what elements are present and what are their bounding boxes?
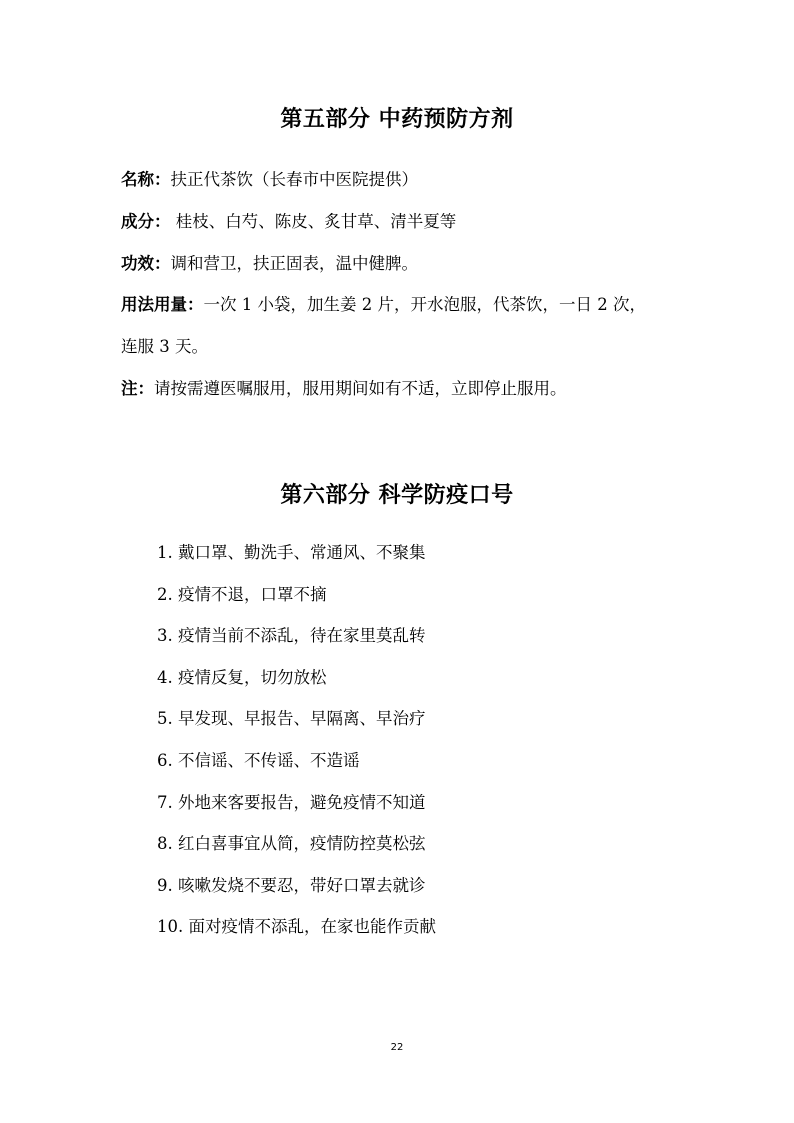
usage-line: [121, 293, 646, 317]
name-label: 名称：: [121, 170, 171, 189]
slogan-item: 8. 红白喜事宜从简，疫情防控莫松弦: [157, 834, 426, 854]
ingredients-value: 桂枝、白芍、陈皮、炙甘草、清半夏等: [170, 212, 457, 231]
section-five-title: 第五部分 中药预防方剂: [280, 107, 514, 132]
ingredients-label: 成分：: [121, 212, 171, 231]
slogan-item: 5. 早发现、早报告、早隔离、早治疗: [157, 709, 426, 729]
page-number: 22: [390, 1042, 404, 1053]
efficacy-value: 调和营卫，扶正固表，温中健脾。: [170, 254, 418, 273]
slogan-item: 2. 疫情不退，口罩不摘: [157, 584, 327, 604]
usage-value: 一次 1 小袋，加生姜 2 片，开水泡服，代茶饮，一日 2 次，: [203, 295, 646, 314]
efficacy-label: 功效：: [121, 254, 171, 273]
usage-label: 用法用量：: [121, 295, 204, 314]
slogan-item: 4. 疫情反复，切勿放松: [157, 667, 327, 687]
note-value: 请按需遵医嘱服用，服用期间如有不适，立即停止服用。: [154, 379, 567, 398]
slogan-item: 7. 外地来客要报告，避免疫情不知道: [157, 792, 426, 812]
name-line: [121, 168, 418, 192]
note-label: 注：: [121, 379, 154, 398]
slogan-item: 1. 戴口罩、勤洗手、常通风、不聚集: [157, 543, 426, 562]
usage-continued-line: [121, 335, 208, 359]
slogan-item: 6. 不信谣、不传谣、不造谣: [157, 750, 360, 770]
efficacy-line: [121, 252, 418, 276]
usage-continued-value: 连服 3 天。: [121, 337, 208, 356]
slogan-item: 10. 面对疫情不添乱，在家也能作贡献: [157, 917, 436, 937]
name-value: 扶正代茶饮（长春市中医院提供）: [170, 170, 418, 189]
slogan-item: 3. 疫情当前不添乱，待在家里莫乱转: [157, 626, 426, 646]
slogan-list: [157, 541, 436, 957]
ingredients-line: [121, 210, 456, 234]
section-six-title: 第六部分 科学防疫口号: [280, 483, 514, 508]
note-line: [121, 377, 567, 401]
slogan-item: 9. 咳嗽发烧不要忍，带好口罩去就诊: [157, 875, 426, 895]
